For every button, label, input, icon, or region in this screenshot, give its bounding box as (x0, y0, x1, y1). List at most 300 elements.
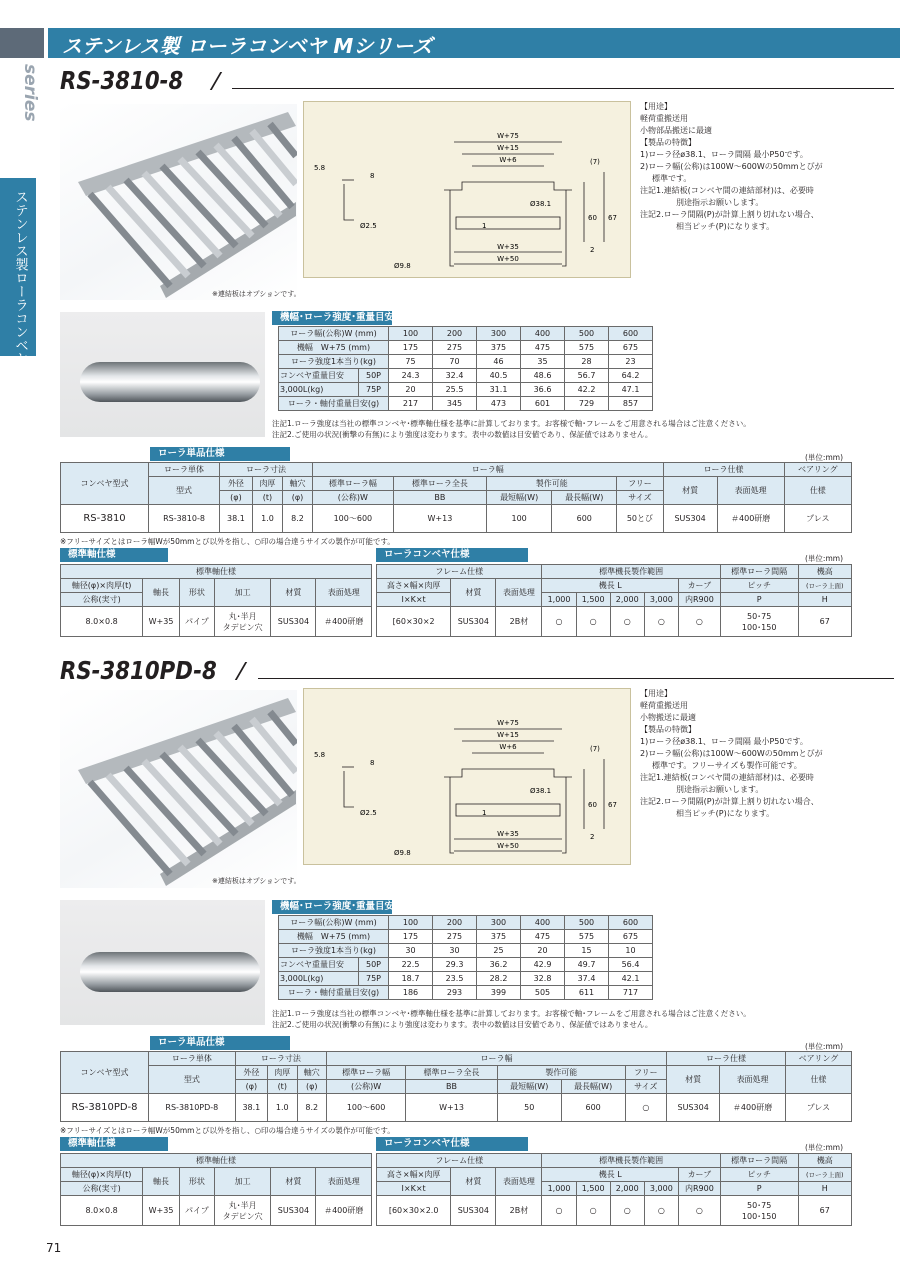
cell: 200 (433, 327, 477, 341)
cell: ＃400研磨 (316, 607, 372, 637)
dimension-drawing (303, 688, 631, 865)
spec-line: 別途指示お願いします。 (676, 785, 764, 794)
th: 機長 L (542, 579, 678, 593)
th: I×K×t (377, 593, 451, 607)
th: (t) (252, 491, 282, 505)
cell: 300 (477, 916, 521, 930)
spec-line: 【製品の特徴】 (640, 725, 696, 734)
cell: 293 (433, 986, 477, 1000)
th: 型式 (149, 1066, 236, 1094)
th: 公称(実寸) (61, 593, 143, 607)
th: 形状 (179, 579, 214, 607)
cell: RS-3810 (61, 505, 149, 533)
cell: SUS304 (663, 505, 717, 533)
cell: 345 (433, 397, 477, 411)
cell: W+35 (143, 1196, 180, 1226)
th: 標準ローラ全長 (406, 1066, 498, 1080)
row-label: ローラ幅(公称)W (mm) (279, 327, 389, 341)
photo-note: ※連結板はオプションです。 (212, 290, 301, 298)
th: 材質 (667, 1066, 720, 1094)
cell: ○ (542, 607, 576, 637)
spec-line: 1)ローラ径ø38.1、ローラ間隔 最小P50です。 (640, 150, 808, 159)
cell: 28.2 (477, 972, 521, 986)
cell: 38.1 (219, 505, 252, 533)
cell: 1.0 (252, 505, 282, 533)
dim-25: Ø2.5 (360, 222, 377, 230)
row-label: ローラ強度1本当り(kg) (279, 944, 389, 958)
dim-2: 2 (590, 833, 595, 841)
th: 高さ×幅×肉厚 (377, 579, 451, 593)
row-label: ローラ・軸付重量目安(g) (279, 986, 389, 1000)
th: 標準軸仕様 (61, 1154, 372, 1168)
dim-67: 67 (608, 214, 617, 222)
dim-98: Ø9.8 (394, 262, 411, 270)
dim-w35: W+35 (497, 830, 519, 838)
cell: 50･75 (746, 1200, 772, 1210)
cell: 100 (487, 505, 552, 533)
cell: ＃400研磨 (717, 505, 784, 533)
cell: 20 (389, 383, 433, 397)
th: 最短幅(W) (487, 491, 552, 505)
cell: ○ (644, 607, 678, 637)
cell: 400 (521, 327, 565, 341)
model-tick (210, 72, 229, 90)
dim-381: Ø38.1 (530, 787, 552, 795)
dim-w6: W+6 (499, 156, 517, 164)
cell: ○ (542, 1196, 576, 1226)
th: 2,000 (610, 593, 644, 607)
row-sub: 75P (359, 972, 389, 986)
th: ローラ仕様 (667, 1052, 786, 1066)
cell: [60×30×2.0 (377, 1196, 451, 1226)
spec-line: 軽荷重搬送用 (640, 114, 688, 123)
th: フレーム仕様 (377, 1154, 542, 1168)
cell: 600 (561, 1094, 625, 1122)
cell: 18.7 (389, 972, 433, 986)
row-label: コンベヤ重量目安 (279, 958, 359, 972)
th: 標準軸仕様 (61, 565, 372, 579)
th: 表面処理 (316, 1168, 372, 1196)
cell: 25.5 (433, 383, 477, 397)
cell: 30 (389, 944, 433, 958)
cell: タデピン穴 (222, 1211, 263, 1221)
dim-w75: W+75 (497, 132, 519, 140)
strength-note: 注記1.ローラ強度は当社の標準コンベヤ･標準軸仕様を基準に計算しております。お客様で軸･フレームをご用意される場合はご注意ください。 (272, 1009, 751, 1018)
th: 高さ×幅×肉厚 (377, 1168, 451, 1182)
th: 製作可能 (487, 477, 617, 491)
cell: SUS304 (271, 607, 316, 637)
th: 型式 (149, 477, 220, 505)
th: フリー (617, 477, 663, 491)
cell: 675 (609, 341, 653, 355)
th: 仕様 (785, 1066, 851, 1094)
cell: 70 (433, 355, 477, 369)
th: 表面処理 (496, 1168, 542, 1196)
th: (φ) (282, 491, 312, 505)
cell: 100 (389, 327, 433, 341)
cell: 75 (389, 355, 433, 369)
roller-spec-title: ローラ単品仕様 (150, 447, 290, 461)
th: 仕様 (784, 477, 851, 505)
cell: 36.2 (477, 958, 521, 972)
model-underline (232, 88, 894, 89)
roller-spec-table (60, 462, 852, 533)
spec-line: 【用途】 (640, 102, 672, 111)
th: 内R900 (678, 593, 720, 607)
cell: 37.4 (565, 972, 609, 986)
side-tab-label: ステンレス製ローラコンベヤ (12, 190, 28, 366)
th: 材質 (451, 579, 496, 607)
th: (φ) (235, 1080, 267, 1094)
th: 材質 (271, 579, 316, 607)
th: 1,500 (576, 1182, 610, 1196)
row-label: ローラ強度1本当り(kg) (279, 355, 389, 369)
dim-w15: W+15 (497, 144, 519, 152)
roller-image (80, 952, 260, 992)
page-number: 71 (46, 1241, 62, 1255)
th: 内R900 (678, 1182, 720, 1196)
cell: 186 (389, 986, 433, 1000)
cell: 217 (389, 397, 433, 411)
model-title: RS-3810-8 (60, 66, 184, 95)
conveyor-spec-table (376, 564, 852, 637)
cell: ○ (625, 1094, 666, 1122)
cell: 505 (521, 986, 565, 1000)
cell: 200 (433, 916, 477, 930)
cell: 8.0×0.8 (61, 1196, 143, 1226)
drawing-svg (304, 102, 630, 277)
th: 製作可能 (497, 1066, 625, 1080)
dim-67: 67 (608, 801, 617, 809)
cell: 601 (521, 397, 565, 411)
cell: ○ (678, 607, 720, 637)
cell: ○ (644, 1196, 678, 1226)
th: 標準機長製作範囲 (542, 1154, 720, 1168)
th: 機高 (798, 1154, 851, 1168)
th: カーブ (678, 579, 720, 593)
unit-label: (単位:mm) (805, 1143, 843, 1152)
side-series-label: series (20, 64, 40, 122)
th: 表面処理 (717, 477, 784, 505)
row-label: ローラ・軸付重量目安(g) (279, 397, 389, 411)
row-label: 3,000L(kg) (279, 383, 359, 397)
th: ベアリング (785, 1052, 851, 1066)
cell: 50とび (617, 505, 663, 533)
cell: 175 (389, 341, 433, 355)
cell: 48.6 (521, 369, 565, 383)
cell: 24.3 (389, 369, 433, 383)
th: ローラ単体 (149, 463, 220, 477)
th: 1,000 (542, 593, 576, 607)
cell: W+13 (393, 505, 486, 533)
cell: 29.3 (433, 958, 477, 972)
th: 軸穴 (282, 477, 312, 491)
cell: ○ (576, 1196, 610, 1226)
th: サイズ (617, 491, 663, 505)
cell: 42.9 (521, 958, 565, 972)
cell: SUS304 (451, 607, 496, 637)
dim-w50: W+50 (497, 255, 519, 263)
model-underline (258, 678, 894, 679)
cell: 23.5 (433, 972, 477, 986)
cell: 1.0 (268, 1094, 298, 1122)
th: 標準ローラ幅 (313, 477, 394, 491)
th: フリー (625, 1066, 666, 1080)
spec-line: 小物部品搬送に最適 (640, 126, 712, 135)
spec-line: 【用途】 (640, 689, 672, 698)
conveyor-photo (60, 104, 297, 300)
th: 外径 (219, 477, 252, 491)
th: 材質 (451, 1168, 496, 1196)
dim-w75: W+75 (497, 719, 519, 727)
row-label: ローラ幅(公称)W (mm) (279, 916, 389, 930)
spec-line: 標準です。フリーサイズも製作可能です。 (652, 761, 802, 770)
cell: RS-3810-8 (149, 505, 220, 533)
th: 3,000 (644, 1182, 678, 1196)
th: (t) (268, 1080, 298, 1094)
cell: 857 (609, 397, 653, 411)
th: 外径 (235, 1066, 267, 1080)
row-label: 機幅 W+75 (mm) (279, 930, 389, 944)
spec-line: 注記2.ローラ間隔(P)が計算上割り切れない場合、 (640, 210, 819, 219)
th: 加工 (214, 579, 270, 607)
cell: 38.1 (235, 1094, 267, 1122)
cell: プレス (784, 505, 851, 533)
cell: 375 (477, 930, 521, 944)
cell: 42.2 (565, 383, 609, 397)
th: ピッチ (720, 579, 798, 593)
cell: 175 (389, 930, 433, 944)
cell: 36.6 (521, 383, 565, 397)
th: P (720, 1182, 798, 1196)
cell: 67 (798, 607, 851, 637)
cell: 473 (477, 397, 521, 411)
th: 加工 (214, 1168, 270, 1196)
row-label: コンベヤ重量目安 (279, 369, 359, 383)
cell: 375 (477, 341, 521, 355)
spec-line: 別途指示お願いします。 (676, 198, 764, 207)
cell: 475 (521, 341, 565, 355)
conveyor-photo (60, 690, 297, 888)
th: ローラ幅 (313, 463, 663, 477)
th: (ローラ上面) (798, 1168, 851, 1182)
dim-7: (7) (590, 745, 600, 753)
dim-w35: W+35 (497, 243, 519, 251)
cell: タデピン穴 (222, 622, 263, 632)
cell: 10 (609, 944, 653, 958)
cell: 56.7 (565, 369, 609, 383)
th: フレーム仕様 (377, 565, 542, 579)
dim-8: 8 (370, 172, 375, 180)
cell: 40.5 (477, 369, 521, 383)
th: 肉厚 (252, 477, 282, 491)
dim-1: 1 (482, 222, 487, 230)
cell: 丸･半月 (228, 1200, 257, 1210)
strength-table (278, 915, 653, 1000)
cell: RS-3810PD-8 (149, 1094, 236, 1122)
cell: 575 (565, 930, 609, 944)
dim-60: 60 (588, 214, 597, 222)
strength-title: 機幅･ローラ強度･重量目安 (272, 311, 392, 325)
strength-note: 注記1.ローラ強度は当社の標準コンベヤ･標準軸仕様を基準に計算しております。お客様で軸･フレームをご用意される場合はご注意ください。 (272, 419, 751, 428)
th: ベアリング (784, 463, 851, 477)
cell: W+35 (143, 607, 180, 637)
th: コンベヤ型式 (61, 1052, 149, 1094)
cell: 15 (565, 944, 609, 958)
spec-text (640, 688, 895, 820)
th: 1,000 (542, 1182, 576, 1196)
spec-line: 軽荷重搬送用 (640, 701, 688, 710)
cell: ○ (610, 607, 644, 637)
th: 1,500 (576, 593, 610, 607)
cell: 300 (477, 327, 521, 341)
th: 軸長 (143, 579, 180, 607)
roller-photo (60, 900, 265, 1025)
cell: 8.2 (282, 505, 312, 533)
dim-58: 5.8 (314, 751, 326, 759)
row-sub: 75P (359, 383, 389, 397)
cell: 600 (552, 505, 617, 533)
cell: ○ (610, 1196, 644, 1226)
th: 表面処理 (316, 579, 372, 607)
cell: 8.2 (297, 1094, 327, 1122)
cell: 729 (565, 397, 609, 411)
cell: 675 (609, 930, 653, 944)
cell: 8.0×0.8 (61, 607, 143, 637)
th: 2,000 (610, 1182, 644, 1196)
th: ローラ単体 (149, 1052, 236, 1066)
cell: 32.8 (521, 972, 565, 986)
spec-line: 注記1.連結板(コンベヤ間の連結部材)は、必要時 (640, 773, 814, 782)
th: 最長幅(W) (561, 1080, 625, 1094)
shaft-title: 標準軸仕様 (60, 548, 168, 562)
dim-w6: W+6 (499, 743, 517, 751)
cell: 100～600 (327, 1094, 406, 1122)
cell: 25 (477, 944, 521, 958)
strength-note: 注記2.ご使用の状況(衝撃の有無)により強度は変わります。表中の数値は目安値であり、保証値ではありません。 (272, 1020, 653, 1029)
th: 軸穴 (297, 1066, 327, 1080)
cell: 717 (609, 986, 653, 1000)
cell: ○ (576, 607, 610, 637)
dim-60: 60 (588, 801, 597, 809)
page-title: ステンレス製 ローラコンベヤ Mシリーズ (62, 34, 433, 58)
th: 表面処理 (496, 579, 542, 607)
cell: 23 (609, 355, 653, 369)
th: 機高 (798, 565, 851, 579)
th: 最長幅(W) (552, 491, 617, 505)
strength-table (278, 326, 653, 411)
spec-text (640, 101, 895, 233)
dim-58: 5.8 (314, 164, 326, 172)
th: ローラ仕様 (663, 463, 784, 477)
cell: 47.1 (609, 383, 653, 397)
dim-w15: W+15 (497, 731, 519, 739)
spec-line: 注記1.連結板(コンベヤ間の連結部材)は、必要時 (640, 186, 814, 195)
row-sub: 50P (359, 369, 389, 383)
dim-7: (7) (590, 158, 600, 166)
roller-photo (60, 312, 265, 437)
cell: 31.1 (477, 383, 521, 397)
th: 軸径(φ)×肉厚(t) (61, 579, 143, 593)
dimension-drawing (303, 101, 631, 278)
th: コンベヤ型式 (61, 463, 149, 505)
cell: 49.7 (565, 958, 609, 972)
model-title: RS-3810PD-8 (60, 656, 217, 685)
th: BB (406, 1080, 498, 1094)
th: (φ) (297, 1080, 327, 1094)
cell: SUS304 (451, 1196, 496, 1226)
unit-label: (単位:mm) (805, 453, 843, 462)
cell: 575 (565, 341, 609, 355)
shaft-title: 標準軸仕様 (60, 1137, 168, 1151)
th: P (720, 593, 798, 607)
th: 公称(実寸) (61, 1182, 143, 1196)
th: BB (393, 491, 486, 505)
th: ピッチ (720, 1168, 798, 1182)
cell: ＃400研磨 (316, 1196, 372, 1226)
conveyor-spec-title: ローラコンベヤ仕様 (376, 1137, 528, 1151)
spec-line: 相当ピッチ(P)になります。 (676, 809, 775, 818)
cell: 100～600 (313, 505, 394, 533)
th: 肉厚 (268, 1066, 298, 1080)
shaft-table (60, 1153, 372, 1226)
cell: 100･150 (741, 1211, 777, 1221)
cell: 399 (477, 986, 521, 1000)
th: 材質 (663, 477, 717, 505)
dim-w50: W+50 (497, 842, 519, 850)
conveyor-spec-table (376, 1153, 852, 1226)
th: (公称)W (313, 491, 394, 505)
cell: 275 (433, 341, 477, 355)
roller-spec-title: ローラ単品仕様 (150, 1036, 290, 1050)
page-header (0, 28, 900, 58)
cell: 35 (521, 355, 565, 369)
series-mark (0, 28, 44, 58)
cell: 22.5 (389, 958, 433, 972)
th: 表面処理 (720, 1066, 786, 1094)
cell: 20 (521, 944, 565, 958)
cell: 50 (497, 1094, 561, 1122)
conveyor-image (60, 690, 297, 888)
dim-25: Ø2.5 (360, 809, 377, 817)
row-label: 3,000L(kg) (279, 972, 359, 986)
cell: RS-3810PD-8 (61, 1094, 149, 1122)
conveyor-spec-title: ローラコンベヤ仕様 (376, 548, 528, 562)
dim-8: 8 (370, 759, 375, 767)
th: (公称)W (327, 1080, 406, 1094)
strength-title: 機幅･ローラ強度･重量目安 (272, 900, 392, 914)
spec-line: 2)ローラ幅(公称)は100W～600Wの50mmとびが (640, 749, 823, 758)
roller-spec-table (60, 1051, 852, 1122)
photo-note: ※連結板はオプションです。 (212, 877, 301, 885)
spec-line: 標準です。 (652, 174, 692, 183)
cell: 丸･半月 (228, 611, 257, 621)
cell: プレス (785, 1094, 851, 1122)
unit-label: (単位:mm) (805, 1042, 843, 1051)
spec-line: 【製品の特徴】 (640, 138, 696, 147)
cell: 32.4 (433, 369, 477, 383)
th: 標準ローラ間隔 (720, 1154, 798, 1168)
strength-note: 注記2.ご使用の状況(衝撃の有無)により強度は変わります。表中の数値は目安値であり、保証値ではありません。 (272, 430, 653, 439)
cell: ＃400研磨 (720, 1094, 786, 1122)
cell: SUS304 (271, 1196, 316, 1226)
unit-label: (単位:mm) (805, 554, 843, 563)
cell: 28 (565, 355, 609, 369)
shaft-table (60, 564, 372, 637)
spec-line: 2)ローラ幅(公称)は100W～600Wの50mmとびが (640, 162, 823, 171)
cell: 30 (433, 944, 477, 958)
cell: 50･75 (746, 611, 772, 621)
